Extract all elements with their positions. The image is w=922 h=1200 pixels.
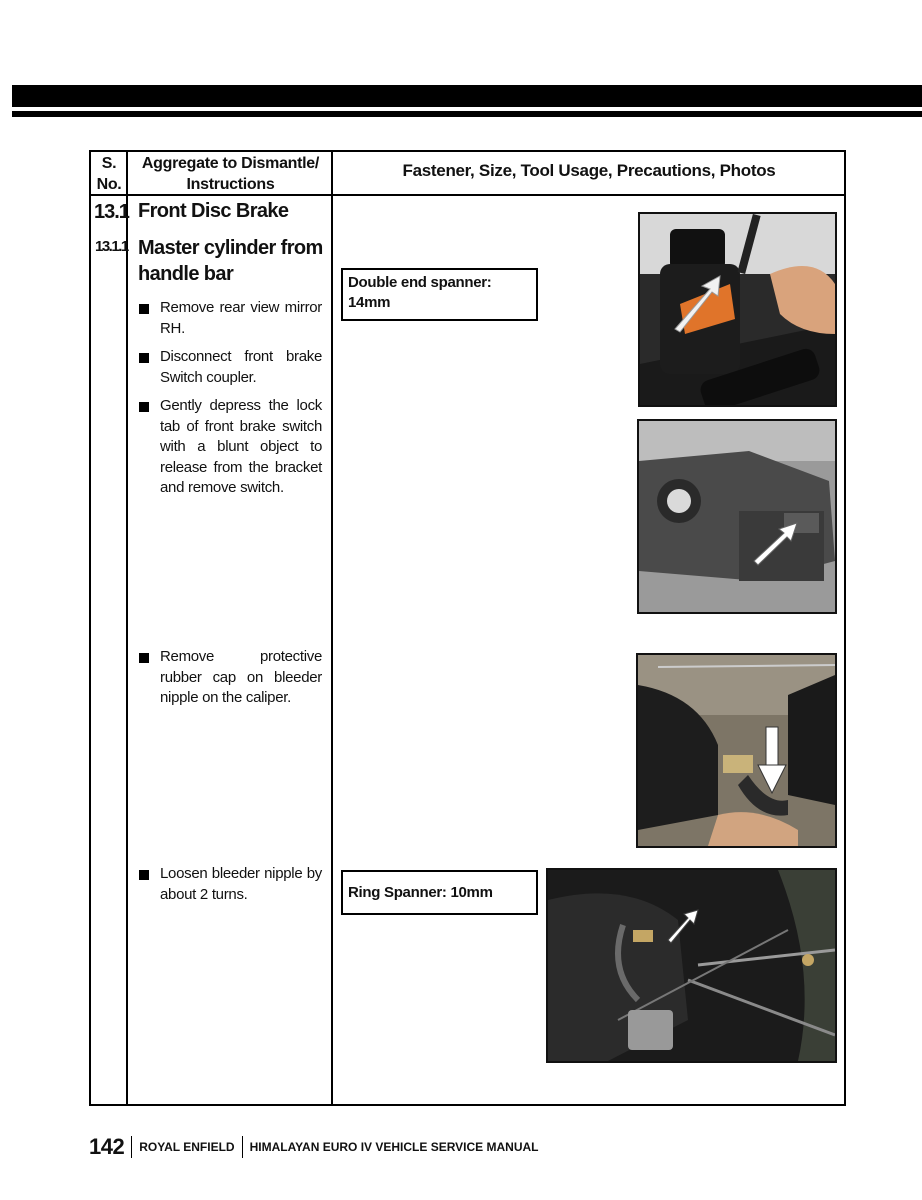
master-cylinder-photo [638,212,837,407]
header-fastener: Fastener, Size, Tool Usage, Precautions, Photos [402,161,776,180]
bullet-square-icon [139,653,149,663]
tool-label: Double end spanner: [348,274,492,291]
section-number: 13.1 [94,201,129,223]
instruction-item: Disconnect front brake Switch coupler. [138,347,322,388]
subsection-number: 13.1.1 [95,238,128,255]
brake-switch-photo [637,419,837,614]
caliper-bleeder-photo [546,868,837,1063]
header-bar-thick [12,85,922,107]
tool-label: Ring Spanner: 10mm [348,884,493,901]
tool-box-ring-spanner [341,870,538,915]
footer-separator [131,1136,132,1158]
header-sno: S. No. [96,155,122,193]
instruction-item: Remove protective rubber cap on bleeder nipple on the caliper. [138,647,322,709]
footer-separator [242,1136,243,1158]
tool-size: 14mm [348,294,391,311]
bleeder-cap-photo [636,653,837,848]
section-title: Front Disc Brake [138,200,289,222]
header-bar-thin [12,111,922,117]
bullet-square-icon [139,870,149,880]
instruction-item: Gently depress the lock tab of front brake switch with a blunt object to release from the bracket and remove switch. [138,396,322,499]
instruction-item: Loosen bleeder nipple by about 2 turns. [138,864,322,905]
tool-box-double-end-spanner [341,268,538,321]
bullet-square-icon [139,304,149,314]
column-divider-sno [126,150,128,1106]
header-aggregate: Aggregate to Dismantle/ Instructions [141,155,320,193]
page-number: 142 [89,1134,125,1159]
footer-brand: ROYAL ENFIELD [139,1140,235,1154]
footer-manual-title: HIMALAYAN EURO IV VEHICLE SERVICE MANUAL [249,1140,539,1154]
bullet-square-icon [139,402,149,412]
column-divider-instructions [331,150,333,1106]
instruction-item: Remove rear view mirror RH. [138,298,322,339]
subsection-title: Master cylinder from handle bar [138,237,323,285]
bullet-square-icon [139,353,149,363]
page-footer [89,1133,539,1161]
